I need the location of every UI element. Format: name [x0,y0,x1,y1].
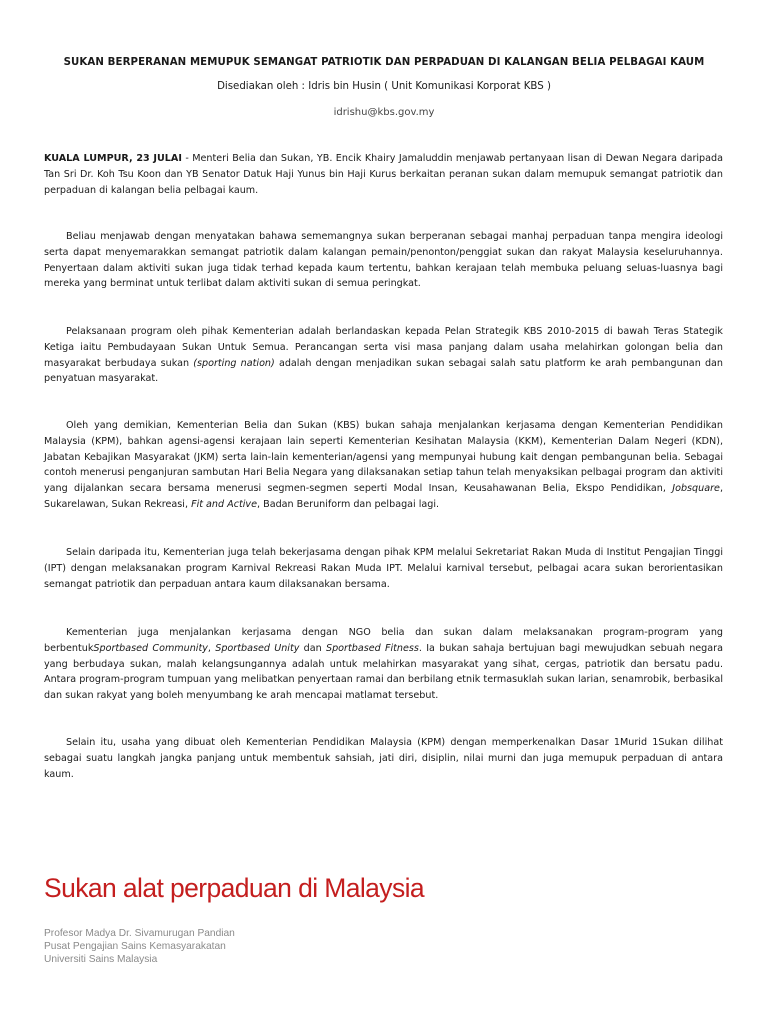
document-title: SUKAN BERPERANAN MEMUPUK SEMANGAT PATRIOTIK DAN PERPADUAN DI KALANGAN BELIA PELBAGAI KAUM [63,57,705,68]
paragraph-6-text-d: . Ia bukan sahaja bertujuan bagi mewujudkan sebuah negara yang berbudaya sukan, malah kelangsungannya adalah untuk melahirkan masyarakat yang sihat, cergas, patriotik dan bersatu padu. Antara program-program tumpuan yang melibatkan penyertaan ramai dan berbilang etnik termasuklah sukan larian, senamrobik, berbasikal dan sukan rakyat yang boleh menyumbang ke arah mencapai matlamat tersebut. [44,642,723,702]
paragraph-3-text-b: adalah dengan menjadikan sukan sebagai salah satu platform ke arah pembangunan dan penyatuan masyarakat. [44,357,724,385]
byline-name: Profesor Madya Dr. Sivamurugan Pandian [44,928,235,939]
sportbased-unity-term: Sportbased Unity [215,642,300,654]
sportbased-community-term: Sportbased Community [93,642,208,654]
paragraph-1-text: - Menteri Belia dan Sukan, YB. Encik Khairy Jamaluddin menjawab pertanyaan lisan di Dewan Negara daripada Tan Sri Dr. Koh Tsu Koon dan YB Senator Datuk Haji Yunus bin Haji Kurus berkaitan peranan sukan dalam memupuk semangat patriotik dan perpaduan di kalangan belia pelbagai kaum. [44,153,723,196]
paragraph-4-text-b: , Sukarelawan, Sukan Rekreasi, [44,483,723,510]
paragraph-6-text-b: , [207,642,216,654]
fit-and-active-term: Fit and Active [191,498,258,510]
paragraph-4-text-c: , Badan Beruniform dan pelbagai lagi. [257,498,440,510]
paragraph-7 [44,735,723,782]
paragraph-6-text-a: Kementerian juga menjalankan kerjasama dengan NGO belia dan sukan dalam melaksanakan program-program yang berbentuk [44,627,723,654]
email-link[interactable]: idrishu@kbs.gov.my [333,107,435,118]
paragraph-1 [44,151,723,198]
paragraph-5-text: Selain daripada itu, Kementerian juga telah bekerjasama dengan pihak KPM melalui Sekretariat Rakan Muda di Institut Pengajian Tinggi (IPT) dengan melaksanakan program Karnival Rekreasi Rakan Muda IPT. Melalui karnival tersebut, pelbagai acara sukan berorientasikan semangat patriotik dan perpaduan antara kaum dilaksanakan bersama. [44,547,723,590]
author-line: Disediakan oleh : Idris bin Husin ( Unit Komunikasi Korporat KBS ) [217,81,551,92]
paragraph-3-text-a: Pelaksanaan program oleh pihak Kementerian adalah berlandaskan kepada Pelan Strategik KBS 2010-2015 di bawah Teras Stategik Ketiga iaitu Pembudayaan Sukan Untuk Semua. Perancangan serta visi masa panjang dalam usaha melahirkan golongan belia dan masyarakat berbudaya sukan [44,326,723,369]
paragraph-7-text: Selain itu, usaha yang dibuat oleh Kementerian Pendidikan Malaysia (KPM) dengan memperkenalkan Dasar 1Murid 1Sukan dilihat sebagai suatu langkah jangka panjang untuk membentuk sahsiah, jati diri, disiplin, nilai murni dan juga memupuk perpaduan di antara kaum. [44,737,723,780]
paragraph-6-text-c: dan [299,642,326,654]
paragraph-4-text-a: Oleh yang demikian, Kementerian Belia dan Sukan (KBS) bukan sahaja menjalankan kerjasama dengan Kementerian Pendidikan Malaysia (KPM), bahkan agensi-agensi kerajaan lain seperti Kementerian Kesihatan Malaysia (KKM), Kementerian Dalam Negeri (KDN), Jabatan Kebajikan Masyarakat (JKM) serta lain-lain kementerian/agensi yang mempunyai hubung kait dengan pembangunan belia. Sebagai contoh menerusi penganjuran sambutan Hari Belia Negara yang dilaksanakan setiap tahun telah menyaksikan pelbagai program dan aktiviti yang dijalankan secara bersama menerusi segmen-segmen seperti Modal Insan, Keusahawanan Belia, Ekspo Pendidikan, [44,420,723,495]
paragraph-5 [44,545,723,592]
paragraph-6 [44,625,723,704]
byline [44,927,235,966]
byline-department: Pusat Pengajian Sains Kemasyarakatan [44,941,226,952]
section-heading: Sukan alat perpaduan di Malaysia [44,873,425,903]
dateline: KUALA LUMPUR, 23 JULAI [44,153,182,164]
sporting-nation-term: (sporting nation) [193,357,275,369]
paragraph-2-text: Beliau menjawab dengan menyatakan bahawa sememangnya sukan berperanan sebagai manhaj perpaduan tanpa mengira ideologi serta dapat menyemarakkan semangat patriotik dalam kalangan pemain/penonton/penggiat sukan dan rakyat Malaysia keseluruhannya. Penyertaan dalam aktiviti sukan juga tidak terhad kepada kaum tertentu, bahkan kerajaan telah membuka peluang seluas-luasnya bagi mereka yang berminat untuk terlibat dalam aktiviti sukan di semua peringkat. [44,231,723,290]
paragraph-4 [44,418,723,513]
paragraph-2 [44,229,723,292]
sportbased-fitness-term: Sportbased Fitness [325,642,419,654]
byline-university: Universiti Sains Malaysia [44,954,158,965]
jobsquare-term: Jobsquare [672,483,720,495]
paragraph-3 [44,324,723,387]
